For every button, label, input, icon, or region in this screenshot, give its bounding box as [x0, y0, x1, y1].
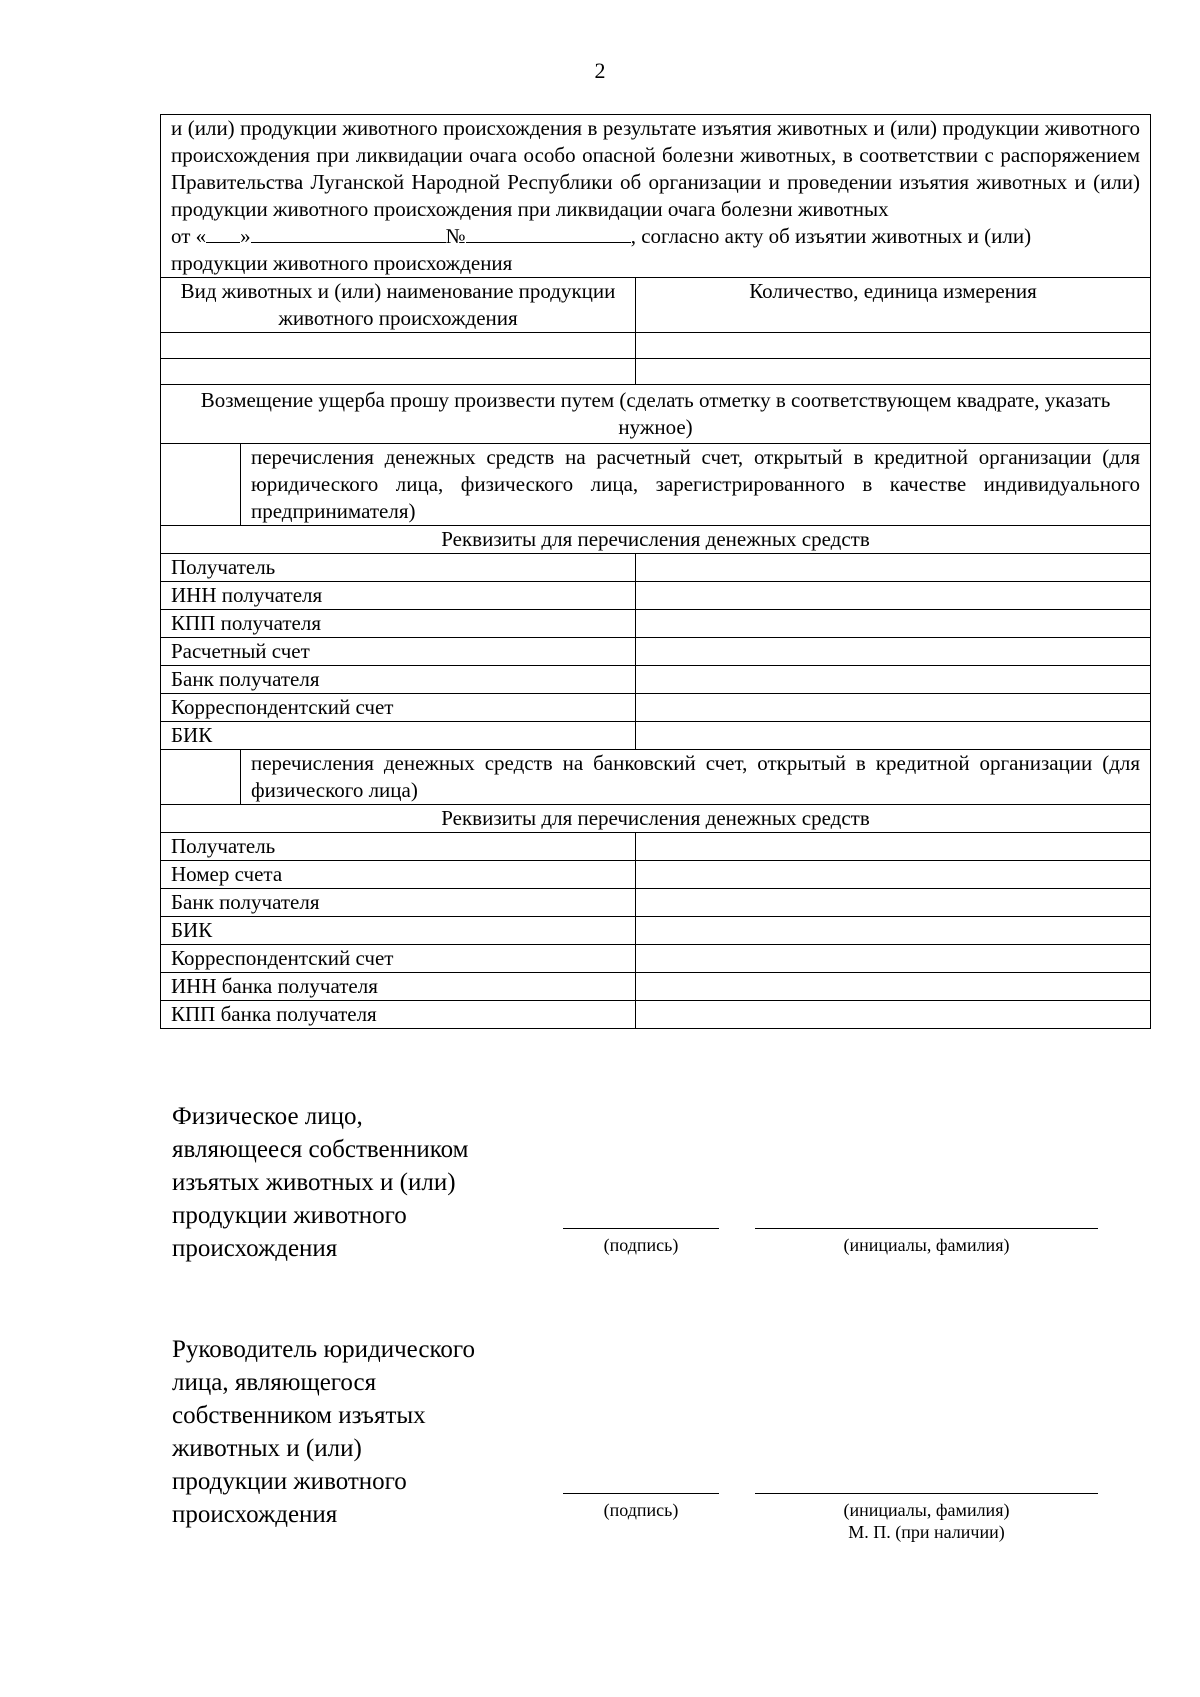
option2-checkbox[interactable] [161, 750, 241, 805]
legal-entity-head-label: Руководитель юридического лица, являющегося собственником изъятых животных и (или) продукции животного происхождения [172, 1336, 475, 1528]
intro-number-sign: № [445, 224, 466, 248]
requisite-label: Расчетный счет [161, 638, 636, 666]
date-month-year-field[interactable] [251, 224, 446, 243]
intro-text: и (или) продукции животного происхождения в результате изъятия животных и (или) продукции животного происхождения при ликвидации очага особо опасной болезни животных, в соответствии с распоряжением Правительства Луганской Народной Республики об организации и проведении изъятия животных и (или) продукции животного происхождения при ликвидации очага болезни животных [171, 116, 1141, 221]
requisite-row [161, 1001, 1151, 1029]
intro-cell [161, 115, 1151, 278]
animal-type-cell[interactable] [161, 359, 636, 385]
requisite-label: Получатель [161, 554, 636, 582]
requisite-row [161, 889, 1151, 917]
requisite-value-field[interactable] [636, 945, 1151, 973]
requisite-label: ИНН банка получателя [161, 973, 636, 1001]
requisite-label: БИК [161, 722, 636, 750]
requisite-row [161, 861, 1151, 889]
compensation-form-table [160, 114, 1151, 1029]
option1-text: перечисления денежных средств на расчетный счет, открытый в кредитной организации (для юридического лица, физического лица, зарегистрированного в качестве индивидуального предпринимателя) [241, 444, 1151, 526]
stamp-caption: М. П. (при наличии) [848, 1522, 1005, 1542]
requisite-value-field[interactable] [636, 638, 1151, 666]
requisite-label: Корреспондентский счет [161, 945, 636, 973]
requisites2-heading: Реквизиты для перечисления денежных средств [161, 805, 1151, 833]
requisite-label: Получатель [161, 833, 636, 861]
compensation-heading: Возмещение ущерба прошу произвести путем (сделать отметку в соответствующем квадрате, указать нужное) [161, 385, 1151, 444]
requisite-row [161, 973, 1151, 1001]
requisite-value-field[interactable] [636, 917, 1151, 945]
date-day-field[interactable] [206, 224, 240, 243]
requisite-value-field[interactable] [636, 582, 1151, 610]
animals-header-row [161, 278, 1151, 333]
requisite-row [161, 554, 1151, 582]
requisite-label: Номер счета [161, 861, 636, 889]
intro-quote-close: » [240, 224, 251, 248]
requisite-row [161, 694, 1151, 722]
requisite-label: КПП получателя [161, 610, 636, 638]
name-caption: (инициалы, фамилия) [843, 1500, 1010, 1520]
intro-last-line: продукции животного происхождения [171, 251, 513, 275]
page-number: 2 [594, 58, 606, 83]
requisite-label: БИК [161, 917, 636, 945]
animals-entry-row [161, 359, 1151, 385]
requisite-value-field[interactable] [636, 973, 1151, 1001]
signature-line[interactable] [563, 1228, 719, 1229]
intro-date-prefix: от « [171, 224, 207, 248]
intro-row [161, 115, 1151, 278]
requisite-label: ИНН получателя [161, 582, 636, 610]
signature-caption: (подпись) [603, 1235, 679, 1255]
requisite-value-field[interactable] [636, 833, 1151, 861]
requisite-value-field[interactable] [636, 666, 1151, 694]
individual-owner-label: Физическое лицо, являющееся собственником изъятых животных и (или) продукции животного происхождения [172, 1103, 469, 1262]
requisite-value-field[interactable] [636, 722, 1151, 750]
requisite-row [161, 582, 1151, 610]
requisite-value-field[interactable] [636, 554, 1151, 582]
requisite-row [161, 666, 1151, 694]
option1-row [161, 444, 1151, 526]
animal-type-cell[interactable] [161, 333, 636, 359]
requisite-row [161, 945, 1151, 973]
option1-checkbox[interactable] [161, 444, 241, 526]
name-line[interactable] [755, 1228, 1098, 1229]
compensation-heading-row [161, 385, 1151, 444]
requisite-value-field[interactable] [636, 610, 1151, 638]
quantity-header: Количество, единица измерения [636, 278, 1151, 333]
requisite-value-field[interactable] [636, 889, 1151, 917]
option2-text: перечисления денежных средств на банковский счет, открытый в кредитной организации (для физического лица) [241, 750, 1151, 805]
quantity-cell[interactable] [636, 333, 1151, 359]
requisites1-heading-row [161, 526, 1151, 554]
intro-act-text: , согласно акту об изъятии животных и (или) [630, 224, 1032, 248]
requisite-label: Корреспондентский счет [161, 694, 636, 722]
requisite-label: Банк получателя [161, 666, 636, 694]
requisites1-heading: Реквизиты для перечисления денежных средств [161, 526, 1151, 554]
requisite-value-field[interactable] [636, 694, 1151, 722]
quantity-cell[interactable] [636, 359, 1151, 385]
signature-line[interactable] [563, 1493, 719, 1494]
requisite-row [161, 638, 1151, 666]
name-line[interactable] [755, 1493, 1098, 1494]
requisite-row [161, 722, 1151, 750]
name-caption: (инициалы, фамилия) [843, 1235, 1010, 1255]
requisite-label: Банк получателя [161, 889, 636, 917]
signature-caption: (подпись) [603, 1500, 679, 1520]
animals-type-header: Вид животных и (или) наименование продукции животного происхождения [161, 278, 636, 333]
requisite-row [161, 917, 1151, 945]
requisites2-heading-row [161, 805, 1151, 833]
requisite-row [161, 610, 1151, 638]
requisite-value-field[interactable] [636, 861, 1151, 889]
requisite-row [161, 833, 1151, 861]
requisite-label: КПП банка получателя [161, 1001, 636, 1029]
option2-row [161, 750, 1151, 805]
requisite-value-field[interactable] [636, 1001, 1151, 1029]
animals-entry-row [161, 333, 1151, 359]
order-number-field[interactable] [466, 224, 631, 243]
